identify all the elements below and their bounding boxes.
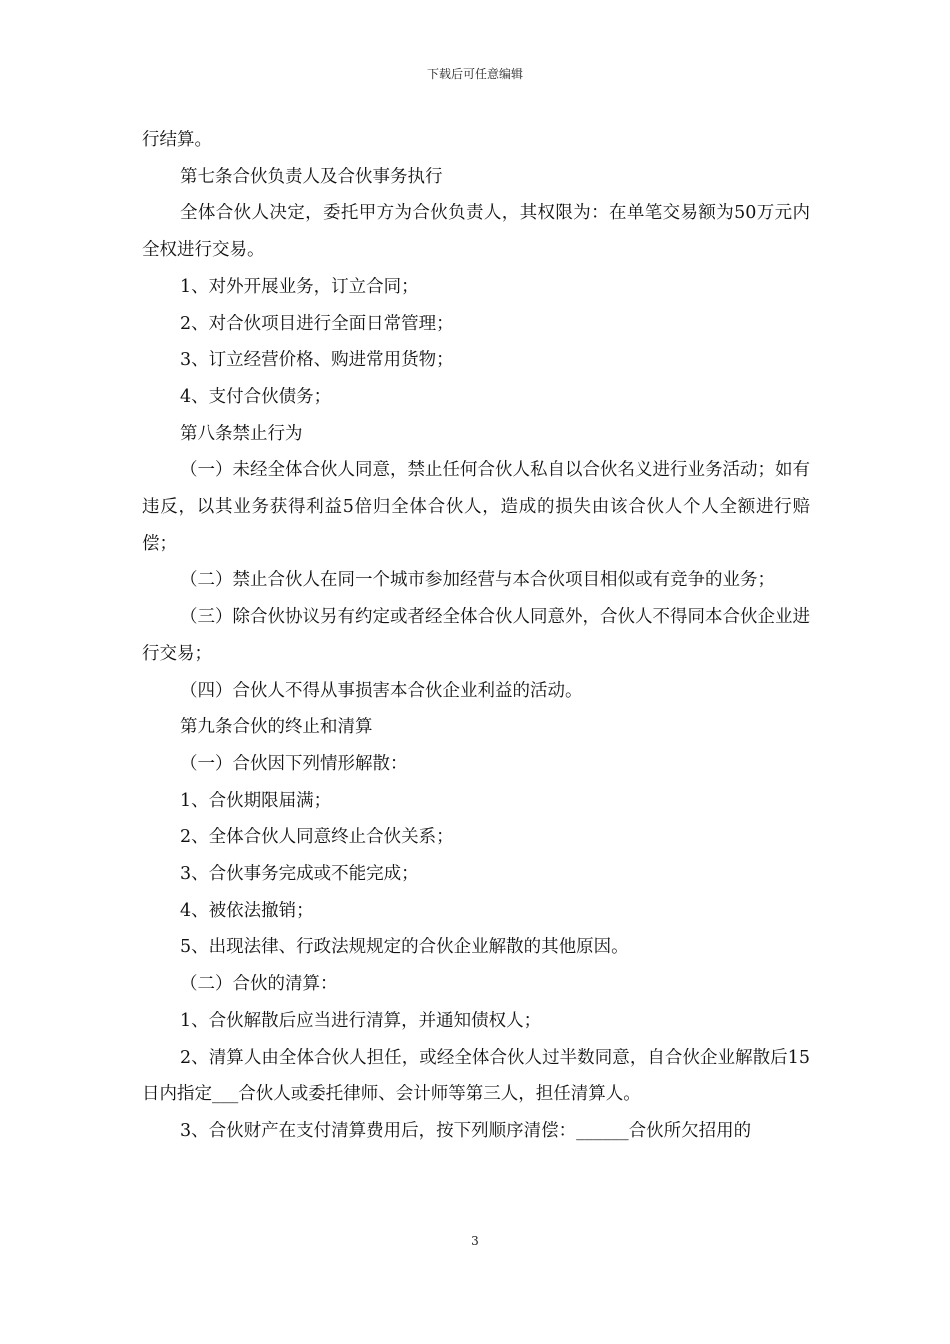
article-8-clause-3: （三）除合伙协议另有约定或者经全体合伙人同意外，合伙人不得同本合伙企业进行交易； — [142, 607, 810, 664]
article-9-section-2: （二）合伙的清算： — [180, 974, 338, 995]
article-7-body: 全体合伙人决定，委托甲方为合伙负责人，其权限为：在单笔交易额为50万元内全权进行交易。 — [142, 203, 810, 261]
article-9-dissolution-item-5: 5、出现法律、行政法规规定的合伙企业解散的其他原因。 — [180, 937, 629, 958]
paragraph-settlement-end: 行结算。 — [142, 130, 212, 150]
article-9-heading: 第九条合伙的终止和清算 — [180, 717, 373, 738]
article-9-dissolution-item-3: 3、合伙事务完成或不能完成； — [180, 864, 419, 885]
article-9-dissolution-item-2: 2、全体合伙人同意终止合伙关系； — [180, 827, 454, 848]
page-header: 下载后可任意编辑 — [426, 67, 523, 81]
article-7-item-3: 3、订立经营价格、购进常用货物； — [180, 350, 454, 371]
article-9-liquidation-item-3: 3、合伙财产在支付清算费用后，按下列顺序清偿：______合伙所欠招用的 — [180, 1120, 752, 1141]
article-8-heading: 第八条禁止行为 — [180, 423, 303, 444]
article-9-dissolution-item-4: 4、被依法撤销； — [180, 900, 314, 921]
article-9-dissolution-item-1: 1、合伙期限届满； — [180, 790, 332, 811]
article-8-clause-1: （一）未经全体合伙人同意，禁止任何合伙人私自以合伙名义进行业务活动；如有违反，以其业务获得利益5倍归全体合伙人，造成的损失由该合伙人个人全额进行赔偿； — [142, 460, 810, 554]
article-7-item-4: 4、支付合伙债务； — [180, 386, 332, 407]
article-8-clause-4: （四）合伙人不得从事损害本合伙企业利益的活动。 — [180, 680, 583, 701]
document-body — [142, 122, 810, 1150]
article-7-heading: 第七条合伙负责人及合伙事务执行 — [180, 166, 443, 187]
article-9-liquidation-item-1: 1、合伙解散后应当进行清算，并通知债权人； — [180, 1010, 542, 1031]
article-7-item-1: 1、对外开展业务，订立合同； — [180, 276, 419, 297]
article-9-liquidation-item-2: 2、清算人由全体合伙人担任，或经全体合伙人过半数同意，自合伙企业解散后15日内指定___合伙人或委托律师、会计师等第三人，担任清算人。 — [142, 1047, 810, 1105]
article-8-clause-2: （二）禁止合伙人在同一个城市参加经营与本合伙项目相似或有竞争的业务； — [180, 570, 775, 591]
article-7-item-2: 2、对合伙项目进行全面日常管理； — [180, 313, 454, 334]
article-9-section-1: （一）合伙因下列情形解散： — [180, 753, 408, 774]
page-number: 3 — [471, 1234, 479, 1248]
